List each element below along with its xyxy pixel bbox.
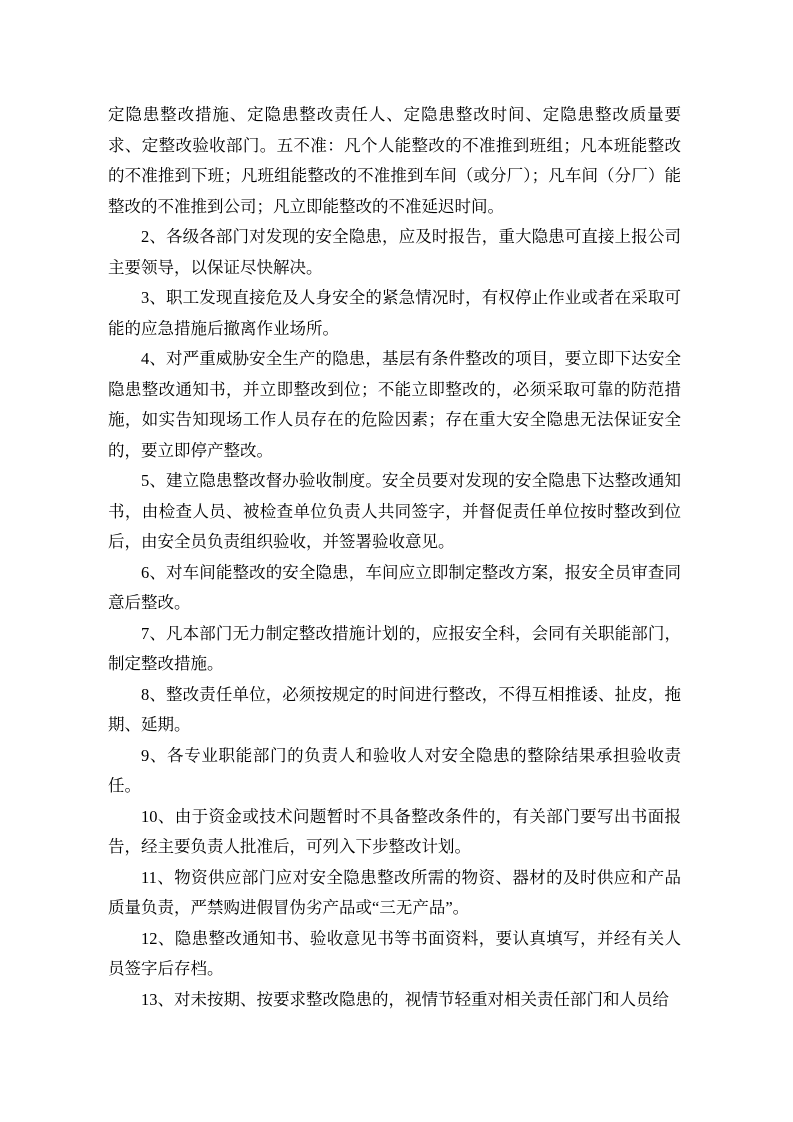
paragraph-continuation: 定隐患整改措施、定隐患整改责任人、定隐患整改时间、定隐患整改质量要求、定整改验收部门。五不准：凡个人能整改的不准推到班组；凡本班能整改的不准推到下班；凡班组能整改的不准推到车间（或分厂）；凡车间（分厂）能整改的不准推到公司；凡立即能整改的不准延迟时间。 xyxy=(108,105,681,216)
paragraph-item-4: 4、对严重威胁安全生产的隐患，基层有条件整改的项目，要立即下达安全隐患整改通知书，并立即整改到位；不能立即整改的，必须采取可靠的防范措施，如实告知现场工作人员存在的危险因素；存在重大安全隐患无法保证安全的，要立即停产整改。 xyxy=(108,349,681,460)
paragraph-item-5: 5、建立隐患整改督办验收制度。安全员要对发现的安全隐患下达整改通知书，由检查人员、被检查单位负责人共同签字，并督促责任单位按时整改到位后，由安全员负责组织验收，并签署验收意见。 xyxy=(108,471,681,551)
document-text-block xyxy=(108,100,681,1015)
paragraph-item-2: 2、各级各部门对发现的安全隐患，应及时报告，重大隐患可直接上报公司主要领导，以保证尽快解决。 xyxy=(108,227,681,277)
paragraph-item-10: 10、由于资金或技术问题暂时不具备整改条件的，有关部门要写出书面报告，经主要负责人批准后，可列入下步整改计划。 xyxy=(108,806,681,856)
paragraph-item-9: 9、各专业职能部门的负责人和验收人对安全隐患的整除结果承担验收责任。 xyxy=(108,745,681,795)
paragraph-item-3: 3、职工发现直接危及人身安全的紧急情况时，有权停止作业或者在采取可能的应急措施后撤离作业场所。 xyxy=(108,288,681,338)
paragraph-item-12: 12、隐患整改通知书、验收意见书等书面资料，要认真填写，并经有关人员签字后存档。 xyxy=(108,928,681,978)
paragraph-item-8: 8、整改责任单位，必须按规定的时间进行整改，不得互相推诿、扯皮，拖期、延期。 xyxy=(108,684,681,734)
paragraph-item-6: 6、对车间能整改的安全隐患，车间应立即制定整改方案，报安全员审查同意后整改。 xyxy=(108,562,681,612)
paragraph-item-7: 7、凡本部门无力制定整改措施计划的，应报安全科，会同有关职能部门，制定整改措施。 xyxy=(108,623,681,673)
paragraph-item-11: 11、物资供应部门应对安全隐患整改所需的物资、器材的及时供应和产品质量负责，严禁购进假冒伪劣产品或“三无产品”。 xyxy=(108,867,681,917)
paragraph-item-13: 13、对未按期、按要求整改隐患的，视情节轻重对相关责任部门和人员给 xyxy=(141,989,669,1009)
